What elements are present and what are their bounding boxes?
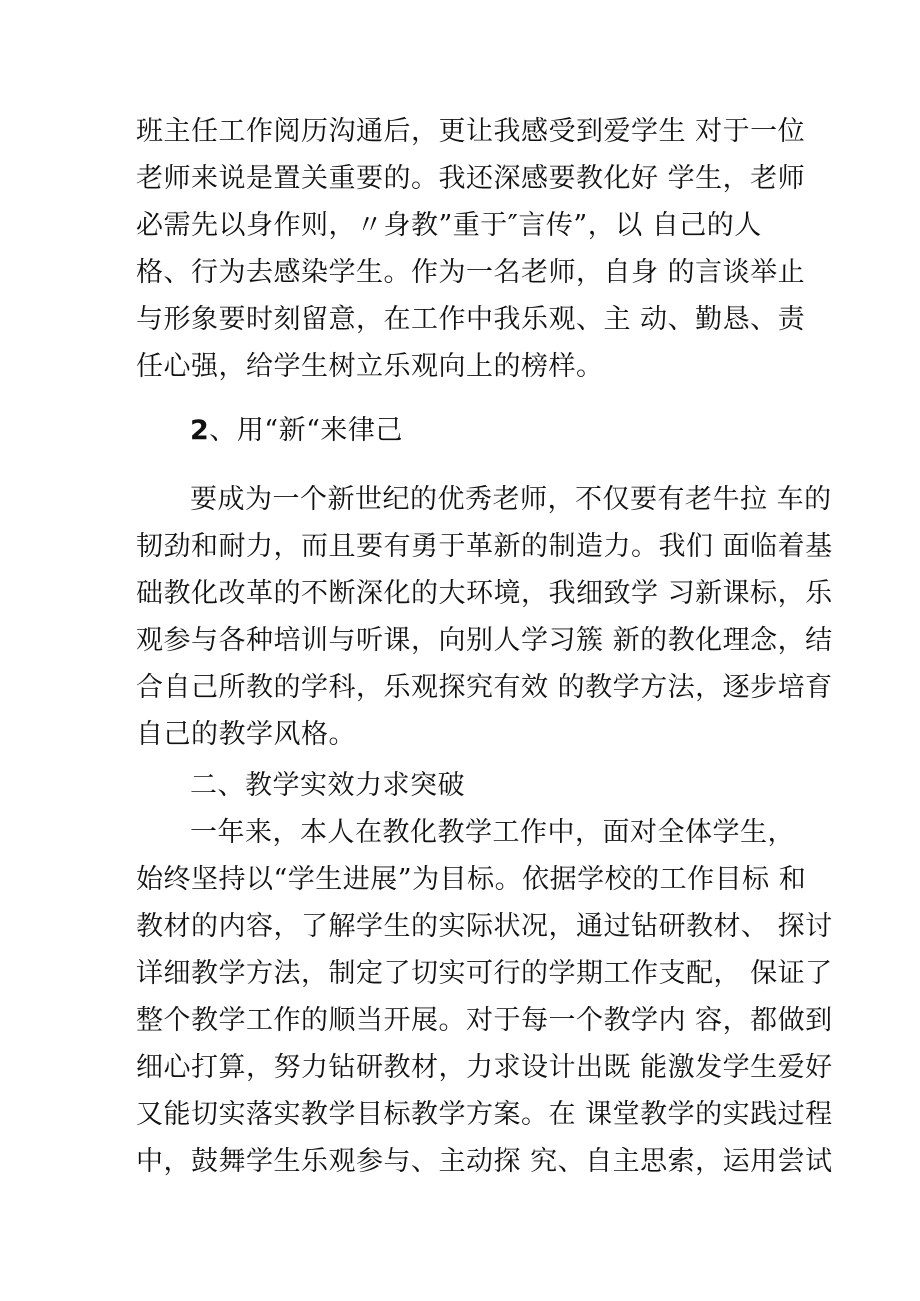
paragraph-line: 班主任工作阅历沟通后，更让我感受到爱学生 对于一位 (136, 116, 806, 147)
paragraph-line: 中，鼓舞学生乐观参与、主动探 究、自主思索，运用尝试 (136, 1146, 833, 1177)
paragraph-line: 格、行为去感染学生。作为一名老师，自身 的言谈举止 (136, 257, 806, 288)
heading-text: 、用“新“来律己 (209, 415, 403, 446)
paragraph-line: 观参与各种培训与听课，向别人学习簇 新的教化理念，结 (136, 625, 833, 656)
paragraph-line: 与形象要时刻留意，在工作中我乐观、主 动、勤恳、责 (136, 304, 806, 335)
paragraph-line: 教材的内容，了解学生的实际状况，通过钻研教材、 探讨 (136, 911, 833, 942)
paragraph-line: 合自己所教的学科，乐观探究有效 的教学方法，逐步培育 (136, 672, 833, 703)
paragraph-line: 细心打算，努力钻研教材，力求设计出既 能激发学生爱好 (136, 1052, 833, 1083)
paragraph-line: 任心强，给学生树立乐观向上的榜样。 (136, 351, 604, 382)
paragraph-line: 韧劲和耐力，而且要有勇于革新的制造力。我们 面临着基 (136, 531, 833, 562)
section-heading: 二、教学实效力求突破 (190, 770, 465, 801)
paragraph-line: 要成为一个新世纪的优秀老师，不仅要有老牛拉 车的 (190, 484, 832, 515)
paragraph-line: 又能切实落实教学目标教学方案。在 课堂教学的实践过程 (136, 1099, 833, 1130)
paragraph-line: 自己的教学风格。 (136, 719, 356, 750)
paragraph-line: 必需先以身作则，〃身教”重于″言传”，以 自己的人 (136, 210, 762, 241)
paragraph-line: 础教化改革的不断深化的大环境，我细致学 习新课标，乐 (136, 578, 833, 609)
paragraph-line: 老师来说是置关重要的。我还深感要教化好 学生，老师 (136, 163, 806, 194)
heading-number: 2 (190, 415, 210, 446)
paragraph-line: 始终坚持以“学生进展”为目标。依据学校的工作目标 和 (136, 864, 807, 895)
paragraph-line: 整个教学工作的顺当开展。对于每一个教学内 容，都做到 (136, 1005, 833, 1036)
section-heading (190, 411, 890, 451)
paragraph-line: 一年来，本人在教化教学工作中，面对全体学生， (190, 817, 795, 848)
paragraph-line: 详细教学方法，制定了切实可行的学期工作支配， 保证了 (136, 958, 833, 989)
